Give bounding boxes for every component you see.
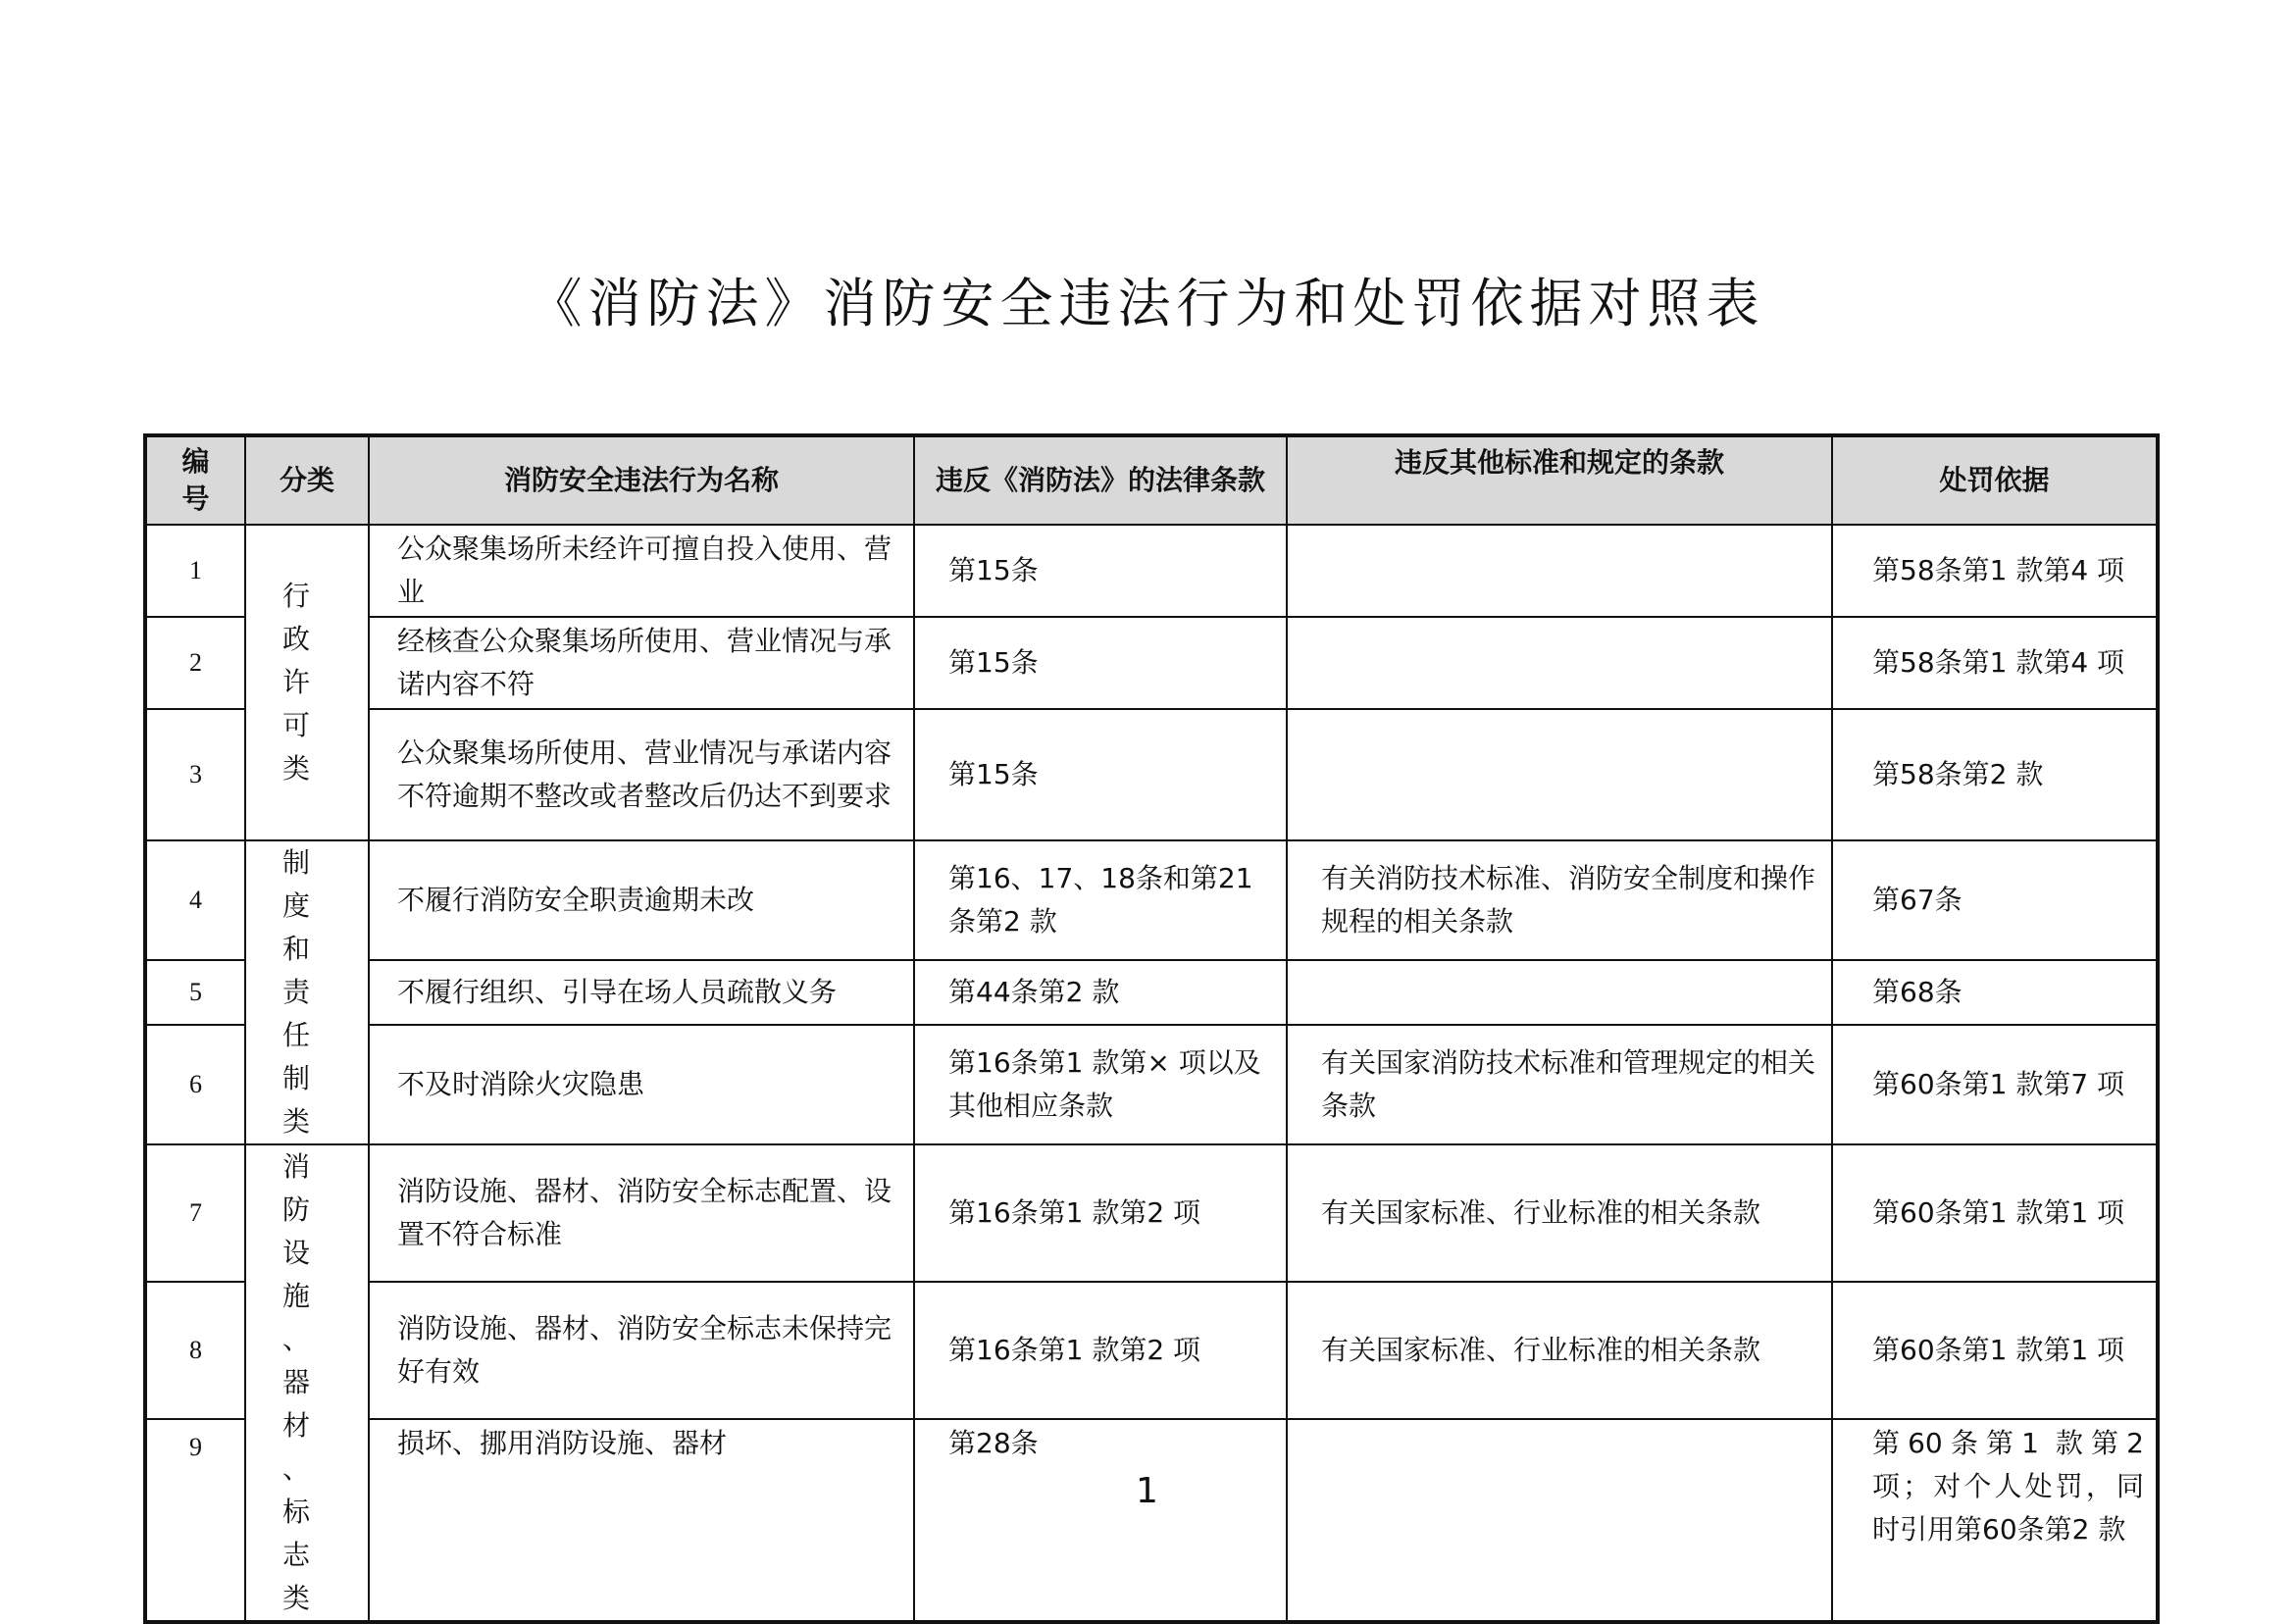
category-line: 标 志	[281, 1496, 331, 1571]
category-line: 器	[281, 1366, 331, 1398]
category-line: 许 可	[281, 666, 331, 741]
law-clause: 第16条第1 款第2 项	[914, 1282, 1287, 1419]
category-line: 消 防	[281, 1150, 331, 1226]
header-other: 违反其他标准和规定的条款	[1287, 435, 1832, 525]
violation-table	[143, 433, 2160, 1624]
law-clause: 第44条第2 款	[914, 960, 1287, 1024]
page-title: 《消防法》消防安全违法行为和处罚依据对照表	[529, 273, 1765, 334]
table-row	[145, 709, 2158, 840]
violation-name: 不履行组织、引导在场人员疏散义务	[369, 960, 914, 1024]
table-row	[145, 960, 2158, 1024]
other-clause: 有关国家标准、行业标准的相关条款	[1287, 1144, 1832, 1282]
penalty-basis: 第60条第1 款第7 项	[1832, 1025, 2158, 1144]
category-line: 设	[281, 1237, 331, 1269]
other-clause	[1287, 617, 1832, 709]
table-header-row	[145, 435, 2158, 525]
category-line: 类	[281, 1105, 331, 1138]
row-num: 4	[145, 840, 245, 960]
violation-name: 不履行消防安全职责逾期未改	[369, 840, 914, 960]
category-fire-facilities	[245, 1144, 369, 1622]
row-num: 9	[145, 1419, 245, 1622]
table-row	[145, 1419, 2158, 1622]
penalty-basis: 第68条	[1832, 960, 2158, 1024]
violation-name: 不及时消除火灾隐患	[369, 1025, 914, 1144]
row-num: 8	[145, 1282, 245, 1419]
violation-name: 损坏、挪用消防设施、器材	[369, 1419, 914, 1622]
other-clause	[1287, 1419, 1832, 1622]
category-line: 施 、	[281, 1280, 331, 1355]
penalty-basis: 第60条第1 款第1 项	[1832, 1144, 2158, 1282]
penalty-basis: 第60条第1 款第1 项	[1832, 1282, 2158, 1419]
table-row	[145, 1144, 2158, 1282]
penalty-basis: 第60条第1 款第2 项；对个人处罚，同时引用第60条第2 款	[1832, 1419, 2158, 1622]
other-clause	[1287, 709, 1832, 840]
header-penalty: 处罚依据	[1832, 435, 2158, 525]
law-clause: 第16条第1 款第2 项	[914, 1144, 1287, 1282]
violation-name: 公众聚集场所使用、营业情况与承诺内容不符逾期不整改或者整改后仍达不到要求	[369, 709, 914, 840]
row-num: 7	[145, 1144, 245, 1282]
violation-name: 经核查公众聚集场所使用、营业情况与承诺内容不符	[369, 617, 914, 709]
page-number: 1	[1136, 1471, 1158, 1511]
header-law: 违反《消防法》的法律条款	[914, 435, 1287, 525]
penalty-basis: 第58条第1 款第4 项	[1832, 617, 2158, 709]
law-clause: 第28条	[914, 1419, 1287, 1622]
header-name: 消防安全违法行为名称	[369, 435, 914, 525]
other-clause: 有关国家消防技术标准和管理规定的相关条款	[1287, 1025, 1832, 1144]
category-line: 材 、	[281, 1409, 331, 1485]
header-category: 分类	[245, 435, 369, 525]
table-row	[145, 1282, 2158, 1419]
table-row	[145, 525, 2158, 617]
row-num: 2	[145, 617, 245, 709]
law-clause: 第15条	[914, 525, 1287, 617]
violation-name: 公众聚集场所未经许可擅自投入使用、营业	[369, 525, 914, 617]
table-row	[145, 840, 2158, 960]
violation-name: 消防设施、器材、消防安全标志配置、设置不符合标准	[369, 1144, 914, 1282]
category-line: 任 制	[281, 1019, 331, 1094]
penalty-basis: 第58条第2 款	[1832, 709, 2158, 840]
row-num: 5	[145, 960, 245, 1024]
category-line: 类	[281, 752, 331, 785]
header-num: 编号	[145, 435, 245, 525]
category-line: 类	[281, 1582, 331, 1614]
category-system-responsibility	[245, 840, 369, 1144]
other-clause: 有关国家标准、行业标准的相关条款	[1287, 1282, 1832, 1419]
row-num: 1	[145, 525, 245, 617]
violation-name: 消防设施、器材、消防安全标志未保持完好有效	[369, 1282, 914, 1419]
category-line: 制 度	[281, 846, 331, 922]
category-line: 行 政	[281, 580, 331, 655]
law-clause: 第16、17、18条和第21条第2 款	[914, 840, 1287, 960]
table-row	[145, 617, 2158, 709]
penalty-basis: 第58条第1 款第4 项	[1832, 525, 2158, 617]
row-num: 3	[145, 709, 245, 840]
category-admin-license	[245, 525, 369, 840]
penalty-basis: 第67条	[1832, 840, 2158, 960]
category-line: 和 责	[281, 933, 331, 1008]
law-clause: 第15条	[914, 617, 1287, 709]
row-num: 6	[145, 1025, 245, 1144]
law-clause: 第15条	[914, 709, 1287, 840]
law-clause: 第16条第1 款第× 项以及其他相应条款	[914, 1025, 1287, 1144]
table-row	[145, 1025, 2158, 1144]
other-clause	[1287, 960, 1832, 1024]
other-clause	[1287, 525, 1832, 617]
other-clause: 有关消防技术标准、消防安全制度和操作规程的相关条款	[1287, 840, 1832, 960]
